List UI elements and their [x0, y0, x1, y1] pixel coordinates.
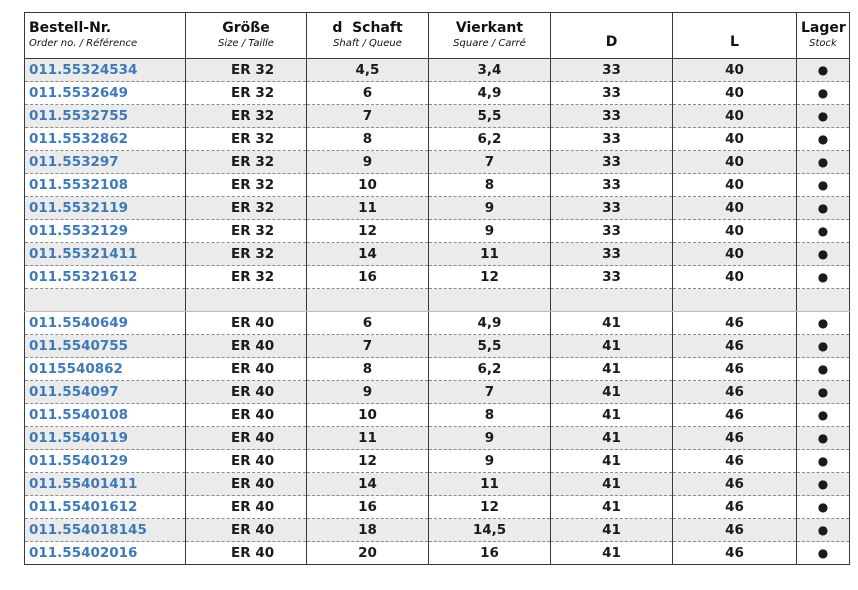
stock-indicator: ●: [797, 174, 850, 197]
stock-indicator: ●: [797, 220, 850, 243]
l-cell: 46: [673, 427, 797, 450]
size-cell: ER 32: [186, 128, 307, 151]
square-cell: 16: [429, 542, 551, 565]
d-cell: 33: [551, 59, 673, 82]
shaft-cell: 14: [307, 243, 429, 266]
l-cell: 46: [673, 312, 797, 335]
table-row: [25, 197, 850, 220]
stock-indicator: ●: [797, 381, 850, 404]
l-cell: 46: [673, 381, 797, 404]
stock-indicator: ●: [797, 450, 850, 473]
stock-indicator: ●: [797, 427, 850, 450]
size-cell: ER 40: [186, 404, 307, 427]
table-row: [25, 519, 850, 542]
header-size: Größe Size / Taille: [186, 13, 307, 59]
d-cell: 33: [551, 151, 673, 174]
order-number-link[interactable]: 011.5532649: [25, 82, 186, 105]
l-cell: 40: [673, 220, 797, 243]
shaft-cell: 12: [307, 220, 429, 243]
d-cell: 41: [551, 335, 673, 358]
table-row: [25, 427, 850, 450]
l-cell: 40: [673, 59, 797, 82]
d-cell: 41: [551, 542, 673, 565]
group-spacer-row: [25, 289, 850, 312]
d-cell: 41: [551, 450, 673, 473]
stock-indicator: ●: [797, 312, 850, 335]
square-cell: 5,5: [429, 335, 551, 358]
square-cell: 8: [429, 404, 551, 427]
spacer-cell: [25, 289, 186, 312]
d-cell: 41: [551, 519, 673, 542]
d-cell: 33: [551, 243, 673, 266]
stock-indicator: ●: [797, 404, 850, 427]
d-cell: 33: [551, 220, 673, 243]
square-cell: 6,2: [429, 128, 551, 151]
size-cell: ER 40: [186, 496, 307, 519]
table-row: [25, 266, 850, 289]
table-row: [25, 404, 850, 427]
stock-indicator: ●: [797, 59, 850, 82]
table-row: [25, 82, 850, 105]
stock-indicator: ●: [797, 496, 850, 519]
l-cell: 40: [673, 128, 797, 151]
stock-indicator: ●: [797, 151, 850, 174]
order-number-link[interactable]: 011.5540649: [25, 312, 186, 335]
square-cell: 7: [429, 381, 551, 404]
shaft-cell: 11: [307, 427, 429, 450]
stock-indicator: ●: [797, 128, 850, 151]
table-row: [25, 335, 850, 358]
stock-indicator: ●: [797, 473, 850, 496]
table-row: [25, 128, 850, 151]
table-row: [25, 496, 850, 519]
square-cell: 4,9: [429, 82, 551, 105]
shaft-cell: 7: [307, 105, 429, 128]
d-cell: 41: [551, 312, 673, 335]
square-cell: 4,9: [429, 312, 551, 335]
d-cell: 41: [551, 358, 673, 381]
shaft-cell: 7: [307, 335, 429, 358]
spacer-cell: [186, 289, 307, 312]
d-cell: 33: [551, 82, 673, 105]
order-number-link[interactable]: 011.5532119: [25, 197, 186, 220]
size-cell: ER 32: [186, 59, 307, 82]
order-number-link[interactable]: 011.5540755: [25, 335, 186, 358]
size-cell: ER 40: [186, 312, 307, 335]
header-order-no: Bestell-Nr. Order no. / Référence: [25, 13, 186, 59]
stock-indicator: ●: [797, 197, 850, 220]
order-number-link[interactable]: 011.55321411: [25, 243, 186, 266]
collet-spec-table: [24, 12, 850, 565]
square-cell: 11: [429, 473, 551, 496]
shaft-cell: 4,5: [307, 59, 429, 82]
size-cell: ER 40: [186, 542, 307, 565]
size-cell: ER 32: [186, 197, 307, 220]
size-cell: ER 40: [186, 381, 307, 404]
square-cell: 9: [429, 197, 551, 220]
d-cell: 41: [551, 427, 673, 450]
square-cell: 11: [429, 243, 551, 266]
shaft-cell: 6: [307, 312, 429, 335]
shaft-cell: 8: [307, 128, 429, 151]
order-number-link[interactable]: 0115540862: [25, 358, 186, 381]
spacer-cell: [797, 289, 850, 312]
spacer-cell: [673, 289, 797, 312]
l-cell: 46: [673, 473, 797, 496]
order-number-link[interactable]: 011.55401411: [25, 473, 186, 496]
l-cell: 46: [673, 519, 797, 542]
header-shaft: d Schaft Shaft / Queue: [307, 13, 429, 59]
d-cell: 41: [551, 473, 673, 496]
l-cell: 46: [673, 404, 797, 427]
table-row: [25, 381, 850, 404]
square-cell: 14,5: [429, 519, 551, 542]
shaft-cell: 18: [307, 519, 429, 542]
l-cell: 40: [673, 82, 797, 105]
order-number-link[interactable]: 011.5532755: [25, 105, 186, 128]
shaft-cell: 8: [307, 358, 429, 381]
table-header: [25, 13, 850, 59]
square-cell: 9: [429, 220, 551, 243]
l-cell: 40: [673, 151, 797, 174]
stock-indicator: ●: [797, 82, 850, 105]
size-cell: ER 40: [186, 335, 307, 358]
header-square: Vierkant Square / Carré: [429, 13, 551, 59]
d-cell: 41: [551, 381, 673, 404]
square-cell: 7: [429, 151, 551, 174]
l-cell: 40: [673, 105, 797, 128]
spacer-cell: [429, 289, 551, 312]
size-cell: ER 40: [186, 519, 307, 542]
table-row: [25, 105, 850, 128]
square-cell: 6,2: [429, 358, 551, 381]
l-cell: 40: [673, 197, 797, 220]
order-number-link[interactable]: 011.55402016: [25, 542, 186, 565]
table-row: [25, 243, 850, 266]
d-cell: 33: [551, 266, 673, 289]
l-cell: 46: [673, 496, 797, 519]
header-d: D: [551, 13, 673, 59]
table-row: [25, 450, 850, 473]
spacer-cell: [551, 289, 673, 312]
spacer-cell: [307, 289, 429, 312]
stock-indicator: ●: [797, 358, 850, 381]
size-cell: ER 32: [186, 105, 307, 128]
l-cell: 40: [673, 266, 797, 289]
size-cell: ER 32: [186, 82, 307, 105]
shaft-cell: 9: [307, 381, 429, 404]
d-cell: 41: [551, 496, 673, 519]
table-row: [25, 59, 850, 82]
shaft-cell: 11: [307, 197, 429, 220]
stock-indicator: ●: [797, 105, 850, 128]
stock-indicator: ●: [797, 542, 850, 565]
table-body: [25, 59, 850, 565]
d-cell: 33: [551, 174, 673, 197]
size-cell: ER 32: [186, 174, 307, 197]
order-number-link[interactable]: 011.55324534: [25, 59, 186, 82]
l-cell: 40: [673, 243, 797, 266]
order-number-link[interactable]: 011.5532129: [25, 220, 186, 243]
l-cell: 40: [673, 174, 797, 197]
d-cell: 33: [551, 128, 673, 151]
shaft-cell: 20: [307, 542, 429, 565]
order-number-link[interactable]: 011.553297: [25, 151, 186, 174]
table-row: [25, 151, 850, 174]
stock-indicator: ●: [797, 519, 850, 542]
shaft-cell: 12: [307, 450, 429, 473]
order-number-link[interactable]: 011.55321612: [25, 266, 186, 289]
square-cell: 12: [429, 496, 551, 519]
stock-indicator: ●: [797, 335, 850, 358]
header-l: L: [673, 13, 797, 59]
table-row: [25, 542, 850, 565]
order-number-link[interactable]: 011.5540129: [25, 450, 186, 473]
l-cell: 46: [673, 335, 797, 358]
size-cell: ER 32: [186, 220, 307, 243]
square-cell: 5,5: [429, 105, 551, 128]
shaft-cell: 16: [307, 266, 429, 289]
square-cell: 9: [429, 450, 551, 473]
d-cell: 33: [551, 197, 673, 220]
shaft-cell: 6: [307, 82, 429, 105]
table-row: [25, 358, 850, 381]
size-cell: ER 32: [186, 151, 307, 174]
table-row: [25, 220, 850, 243]
shaft-cell: 9: [307, 151, 429, 174]
l-cell: 46: [673, 450, 797, 473]
order-number-link[interactable]: 011.5532862: [25, 128, 186, 151]
order-number-link[interactable]: 011.554097: [25, 381, 186, 404]
table-row: [25, 312, 850, 335]
shaft-cell: 10: [307, 404, 429, 427]
l-cell: 46: [673, 542, 797, 565]
square-cell: 12: [429, 266, 551, 289]
d-cell: 33: [551, 105, 673, 128]
square-cell: 8: [429, 174, 551, 197]
size-cell: ER 40: [186, 427, 307, 450]
table-row: [25, 174, 850, 197]
header-stock: Lager Stock: [797, 13, 850, 59]
order-number-link[interactable]: 011.5540119: [25, 427, 186, 450]
shaft-cell: 16: [307, 496, 429, 519]
stock-indicator: ●: [797, 266, 850, 289]
shaft-cell: 10: [307, 174, 429, 197]
size-cell: ER 32: [186, 243, 307, 266]
size-cell: ER 40: [186, 450, 307, 473]
size-cell: ER 40: [186, 473, 307, 496]
square-cell: 9: [429, 427, 551, 450]
square-cell: 3,4: [429, 59, 551, 82]
order-number-link[interactable]: 011.55401612: [25, 496, 186, 519]
d-cell: 41: [551, 404, 673, 427]
order-number-link[interactable]: 011.5532108: [25, 174, 186, 197]
stock-indicator: ●: [797, 243, 850, 266]
table-row: [25, 473, 850, 496]
order-number-link[interactable]: 011.5540108: [25, 404, 186, 427]
order-number-link[interactable]: 011.554018145: [25, 519, 186, 542]
size-cell: ER 40: [186, 358, 307, 381]
shaft-cell: 14: [307, 473, 429, 496]
l-cell: 46: [673, 358, 797, 381]
size-cell: ER 32: [186, 266, 307, 289]
